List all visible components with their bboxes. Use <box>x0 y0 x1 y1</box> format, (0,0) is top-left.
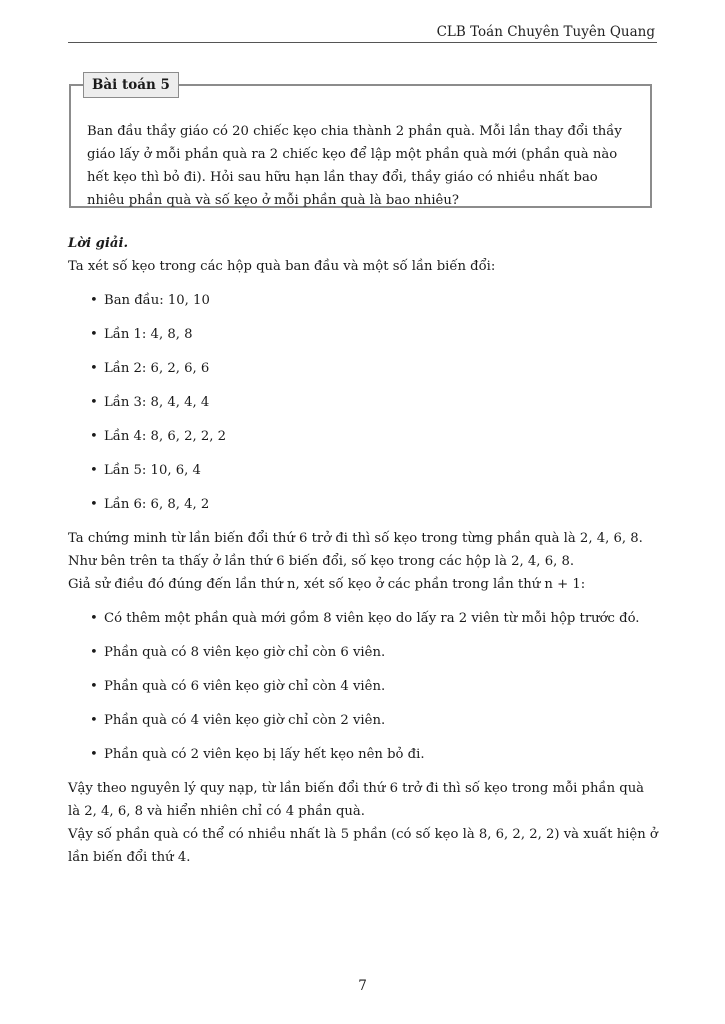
list-item: • Phần quà có 4 viên kẹo giờ chỉ còn 2 viên. <box>90 709 660 732</box>
solution-section <box>68 232 660 869</box>
conclusion-paragraph: Vậy theo nguyên lý quy nạp, từ lần biến đổi thứ 6 trở đi thì số kẹo trong mỗi phần quà là 2, 4, 6, 8 và hiển nhiên chỉ có 4 phần quà. <box>68 781 645 819</box>
list-item: • Lần 4: 8, 6, 2, 2, 2 <box>90 425 660 448</box>
solution-title: Lời giải. <box>68 236 129 251</box>
list-item: • Có thêm một phần quà mới gồm 8 viên kẹo do lấy ra 2 viên từ mỗi hộp trước đó. <box>90 607 660 630</box>
running-header: CLB Toán Chuyên Tuyên Quang <box>436 24 655 40</box>
claim-line: Như bên trên ta thấy ở lần thứ 6 biến đổi, số kẹo trong các hộp là 2, 4, 6, 8. <box>68 554 575 569</box>
list-item: • Ban đầu: 10, 10 <box>90 289 660 312</box>
page-number: 7 <box>358 978 367 994</box>
claim-line: Giả sử điều đó đúng đến lần thứ n, xét số kẹo ở các phần trong lần thứ n + 1: <box>68 577 586 592</box>
list-item: • Phần quà có 8 viên kẹo giờ chỉ còn 6 viên. <box>90 641 660 664</box>
steps-list <box>68 289 660 516</box>
list-item: • Lần 2: 6, 2, 6, 6 <box>90 357 660 380</box>
solution-intro: Ta xét số kẹo trong các hộp quà ban đầu và một số lần biến đổi: <box>68 259 496 274</box>
list-item: • Lần 1: 4, 8, 8 <box>90 323 660 346</box>
header-rule <box>68 42 657 43</box>
problem-statement: Ban đầu thầy giáo có 20 chiếc kẹo chia thành 2 phần quà. Mỗi lần thay đổi thầy giáo lấy ở mỗi phần quà ra 2 chiếc kẹo để lập một phần quà mới (phần quà nào hết kẹo thì bỏ đi). Hỏi sau hữu hạn lần thay đổi, thầy giáo có nhiều nhất bao nhiêu phần quà và số kẹo ở mỗi phần quà là bao nhiêu? <box>87 124 622 208</box>
list-item: • Lần 6: 6, 8, 4, 2 <box>90 493 660 516</box>
claim-line: Ta chứng minh từ lần biến đổi thứ 6 trở đi thì số kẹo trong từng phần quà là 2, 4, 6, 8. <box>68 531 643 546</box>
list-item: • Lần 5: 10, 6, 4 <box>90 459 660 482</box>
list-item: • Phần quà có 6 viên kẹo giờ chỉ còn 4 viên. <box>90 675 660 698</box>
list-item: • Phần quà có 2 viên kẹo bị lấy hết kẹo nên bỏ đi. <box>90 743 660 766</box>
induction-list <box>68 607 660 766</box>
conclusion-paragraph: Vậy số phần quà có thể có nhiều nhất là 5 phần (có số kẹo là 8, 6, 2, 2, 2) và xuất hiện ở lần biến đổi thứ 4. <box>68 827 658 865</box>
list-item: • Lần 3: 8, 4, 4, 4 <box>90 391 660 414</box>
problem-box <box>69 77 652 208</box>
problem-label: Bài toán 5 <box>83 72 179 98</box>
